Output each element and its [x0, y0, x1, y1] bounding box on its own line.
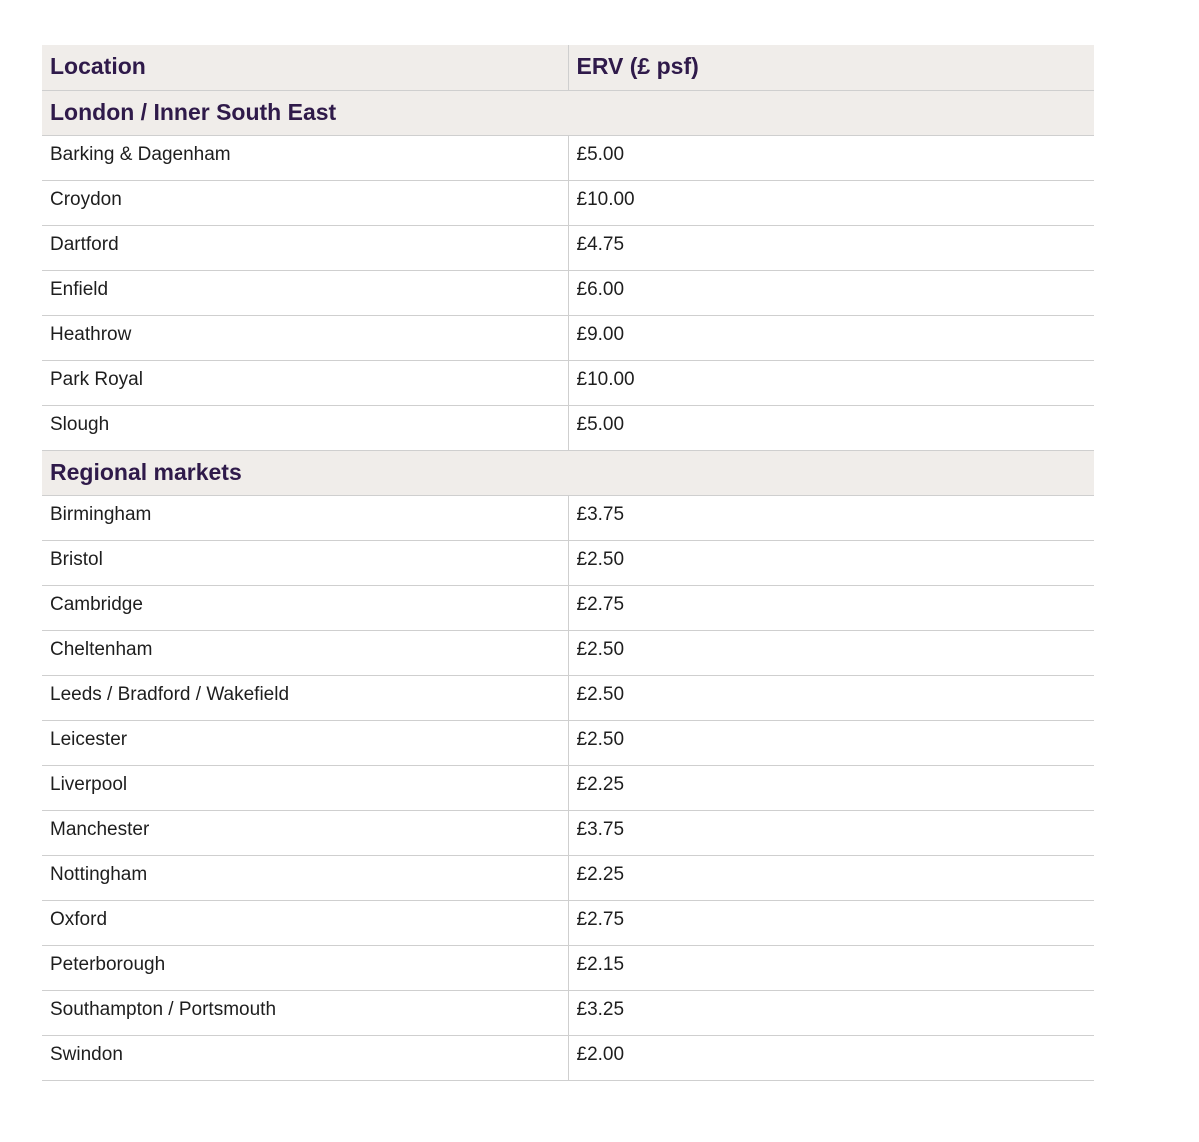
table-row [42, 270, 1094, 315]
table-row [42, 675, 1094, 720]
location-cell: Nottingham [42, 855, 568, 900]
table-row [42, 630, 1094, 675]
location-cell: Liverpool [42, 765, 568, 810]
column-header-location: Location [42, 45, 568, 90]
erv-cell: £3.25 [568, 990, 1094, 1035]
table-row [42, 135, 1094, 180]
erv-cell: £10.00 [568, 360, 1094, 405]
table-header [42, 45, 1094, 90]
erv-cell: £3.75 [568, 495, 1094, 540]
table-row [42, 225, 1094, 270]
location-cell: Swindon [42, 1035, 568, 1080]
erv-cell: £2.75 [568, 900, 1094, 945]
erv-cell: £10.00 [568, 180, 1094, 225]
location-cell: Dartford [42, 225, 568, 270]
location-cell: Cheltenham [42, 630, 568, 675]
erv-cell: £2.25 [568, 765, 1094, 810]
location-cell: Leeds / Bradford / Wakefield [42, 675, 568, 720]
section-header-row [42, 90, 1094, 135]
erv-cell: £4.75 [568, 225, 1094, 270]
erv-cell: £2.50 [568, 540, 1094, 585]
section-title: Regional markets [42, 450, 1094, 495]
table-row [42, 540, 1094, 585]
table-body [42, 90, 1094, 1080]
location-cell: Peterborough [42, 945, 568, 990]
location-cell: Birmingham [42, 495, 568, 540]
table-row [42, 315, 1094, 360]
location-cell: Bristol [42, 540, 568, 585]
erv-cell: £2.75 [568, 585, 1094, 630]
table-row [42, 720, 1094, 765]
location-cell: Cambridge [42, 585, 568, 630]
location-cell: Barking & Dagenham [42, 135, 568, 180]
erv-cell: £3.75 [568, 810, 1094, 855]
location-cell: Heathrow [42, 315, 568, 360]
location-cell: Leicester [42, 720, 568, 765]
header-row [42, 45, 1094, 90]
location-cell: Oxford [42, 900, 568, 945]
location-cell: Manchester [42, 810, 568, 855]
table-row [42, 360, 1094, 405]
table-row [42, 585, 1094, 630]
erv-cell: £6.00 [568, 270, 1094, 315]
location-cell: Enfield [42, 270, 568, 315]
erv-cell: £2.50 [568, 675, 1094, 720]
section-title: London / Inner South East [42, 90, 1094, 135]
erv-cell: £2.00 [568, 1035, 1094, 1080]
table-row [42, 180, 1094, 225]
location-cell: Park Royal [42, 360, 568, 405]
location-cell: Southampton / Portsmouth [42, 990, 568, 1035]
location-cell: Croydon [42, 180, 568, 225]
erv-cell: £2.15 [568, 945, 1094, 990]
section-header-row [42, 450, 1094, 495]
erv-cell: £5.00 [568, 405, 1094, 450]
table-row [42, 495, 1094, 540]
table-row [42, 810, 1094, 855]
table-row [42, 1035, 1094, 1080]
erv-table [42, 45, 1094, 1081]
table-row [42, 945, 1094, 990]
erv-cell: £5.00 [568, 135, 1094, 180]
erv-cell: £2.50 [568, 630, 1094, 675]
table-row [42, 990, 1094, 1035]
erv-cell: £9.00 [568, 315, 1094, 360]
table-row [42, 855, 1094, 900]
table-row [42, 405, 1094, 450]
location-cell: Slough [42, 405, 568, 450]
table-row [42, 900, 1094, 945]
column-header-erv: ERV (£ psf) [568, 45, 1094, 90]
erv-cell: £2.25 [568, 855, 1094, 900]
table-row [42, 765, 1094, 810]
erv-cell: £2.50 [568, 720, 1094, 765]
